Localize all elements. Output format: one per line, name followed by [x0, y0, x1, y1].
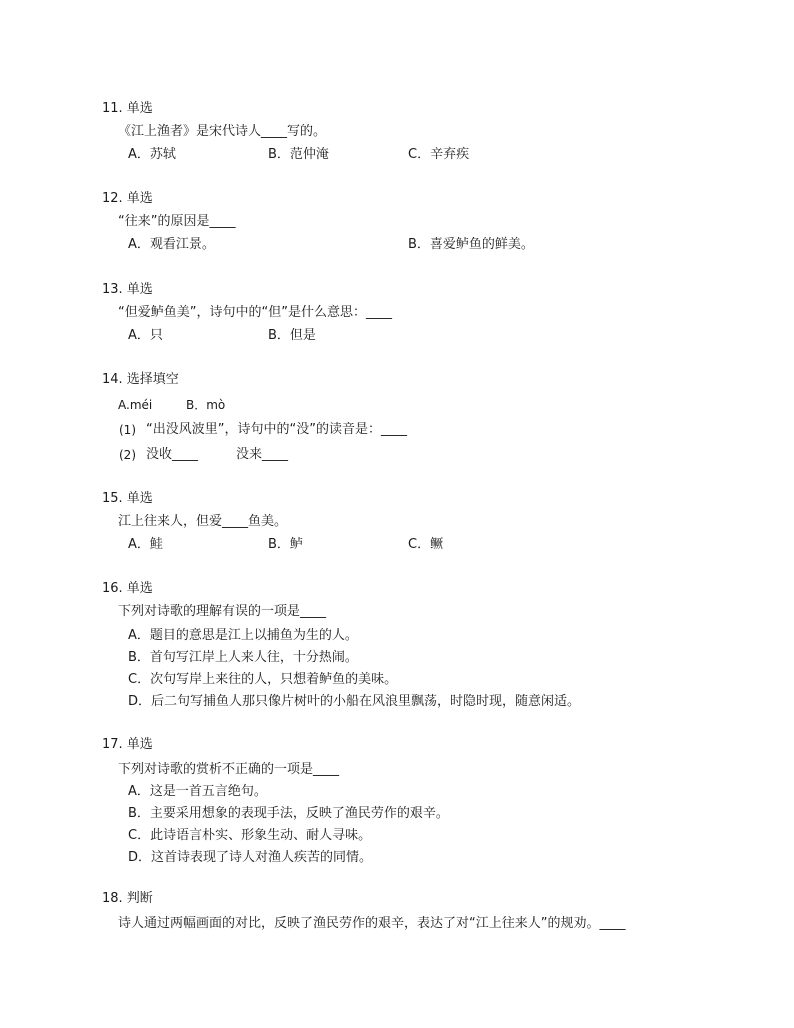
question-header: 13. 单选 — [102, 282, 153, 297]
question-header: 12. 单选 — [102, 191, 153, 206]
question-header: 18. 判断 — [102, 891, 153, 906]
question-header: 17. 单选 — [102, 737, 153, 752]
option-b[interactable]: B．首句写江岸上人来人往，十分热闹。 — [128, 650, 358, 665]
option-d[interactable]: D．这首诗表现了诗人对渔人疾苦的同情。 — [128, 850, 373, 865]
question-stem: 下列对诗歌的赏析不正确的一项是____ — [118, 762, 340, 777]
option-a[interactable]: A．题目的意思是江上以捕鱼为生的人。 — [128, 628, 358, 643]
question-stem: “但爱鲈鱼美”，诗句中的“但”是什么意思：____ — [118, 305, 392, 320]
option-a[interactable]: A．只 — [128, 328, 163, 343]
option-c[interactable]: C．辛弃疾 — [408, 147, 470, 162]
question-header: 15. 单选 — [102, 491, 153, 506]
option-b[interactable]: B．主要采用想象的表现手法，反映了渔民劳作的艰辛。 — [128, 806, 449, 821]
option-a[interactable]: A．这是一首五言绝句。 — [128, 784, 267, 799]
question-header: 14. 选择填空 — [102, 372, 179, 387]
option-a[interactable]: A．鲑 — [128, 537, 163, 552]
option-b[interactable]: B．但是 — [268, 328, 316, 343]
question-stem: 下列对诗歌的理解有误的一项是____ — [118, 604, 327, 619]
option-b[interactable]: B．范仲淹 — [268, 147, 329, 162]
question-header: 16. 单选 — [102, 581, 153, 596]
option-b[interactable]: B．鲈 — [268, 537, 303, 552]
sub-question-text-2: 没来____ — [236, 447, 289, 462]
sub-question-number: (2) — [119, 448, 136, 462]
choice-a: A.méi — [118, 398, 153, 412]
option-d[interactable]: D．后二句写捕鱼人那只像片树叶的小船在风浪里飘荡，时隐时现，随意闲适。 — [128, 694, 581, 709]
choice-b: B．mò — [186, 398, 226, 412]
question-stem: 江上往来人，但爱____鱼美。 — [118, 514, 288, 529]
sub-question-text: “出没风波里”，诗句中的“没”的读音是：____ — [146, 422, 407, 437]
option-b[interactable]: B．喜爱鲈鱼的鲜美。 — [408, 237, 534, 252]
sub-question-number: (1) — [119, 423, 136, 437]
question-stem: 《江上渔者》是宋代诗人____写的。 — [118, 124, 327, 139]
option-a[interactable]: A．苏轼 — [128, 147, 176, 162]
option-c[interactable]: C．此诗语言朴实、形象生动、耐人寻味。 — [128, 828, 372, 843]
option-c[interactable]: C．鳜 — [408, 537, 444, 552]
option-a[interactable]: A．观看江景。 — [128, 237, 215, 252]
option-c[interactable]: C．次句写岸上来往的人，只想着鲈鱼的美味。 — [128, 672, 398, 687]
question-stem: “往来”的原因是____ — [118, 214, 236, 229]
question-header: 11. 单选 — [102, 101, 153, 116]
sub-question-text: 没收____ — [146, 447, 199, 462]
question-stem: 诗人通过两幅画面的对比，反映了渔民劳作的艰辛，表达了对“江上往来人”的规劝。____ — [118, 916, 626, 931]
